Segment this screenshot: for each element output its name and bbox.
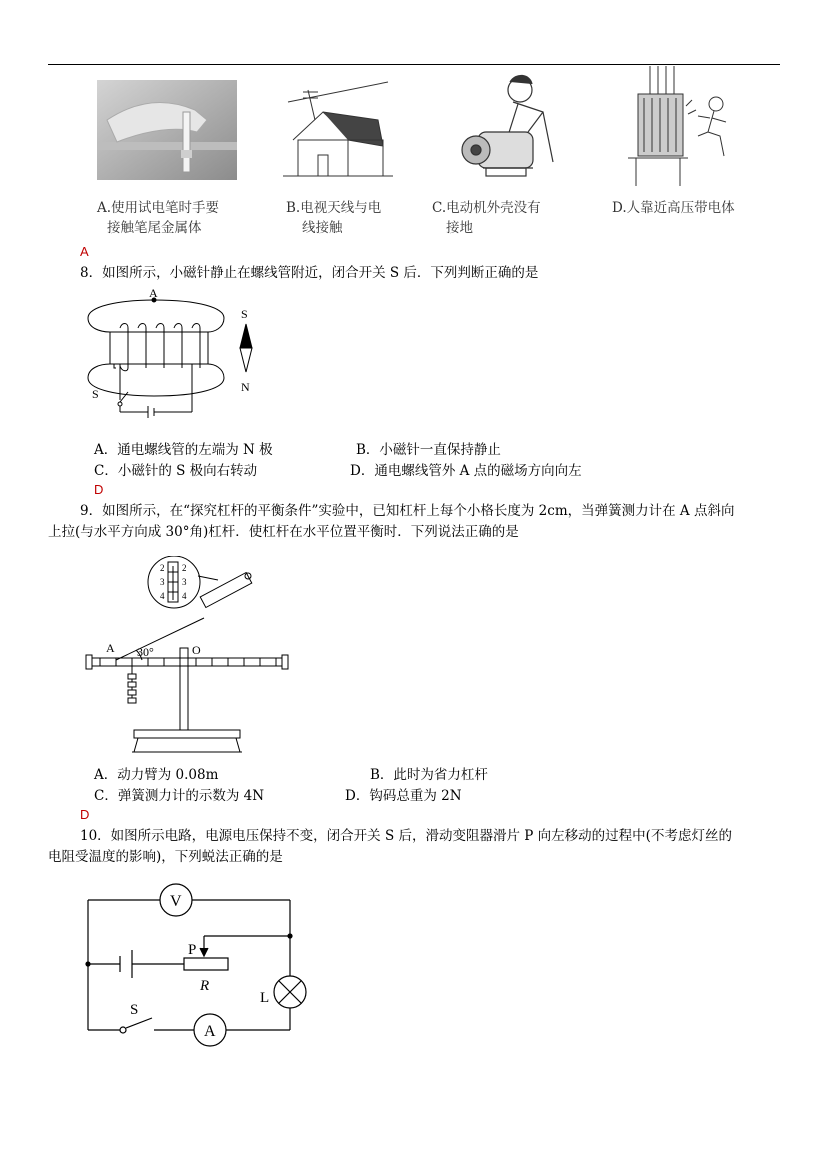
q7-caption-d: D.人靠近高压带电体 [612, 200, 735, 216]
q9-label-o: O [192, 643, 201, 657]
q7-image-b-antenna-house [283, 80, 393, 185]
q10-lamp-label-l: L [260, 990, 270, 1006]
q9-label-a: A [106, 641, 115, 655]
q10-resistor-label-r: R [200, 978, 210, 994]
q9-option-c: C．弹簧测力计的示数为 4N [94, 788, 265, 804]
q8-stem: 8．如图所示，小磁针静止在螺线管附近，闭合开关 S 后．下列判断正确的是 [80, 265, 539, 281]
q8-label-s-switch: S [92, 387, 99, 401]
q10-stem-line1: 10．如图所示电路，电源电压保持不变，闭合开关 S 后，滑动变阻器滑片 P 向左移动的过程中(不考虑灯丝的 [80, 828, 732, 844]
q7-caption-c: C.电动机外壳没有 接地 [432, 200, 541, 236]
svg-text:4: 4 [182, 591, 187, 601]
q10-figure-circuit [84, 880, 314, 1050]
q10-voltmeter-label: V [170, 893, 182, 910]
svg-text:4: 4 [160, 591, 165, 601]
q7-caption-b: B.电视天线与电 线接触 [286, 200, 382, 236]
q8-option-a: A．通电螺线管的左端为 N 极 [94, 442, 273, 458]
q9-label-angle: 30° [137, 645, 154, 659]
q7-image-d-high-voltage-person [628, 66, 743, 186]
header-rule [48, 64, 780, 65]
q8-answer: D [94, 482, 104, 497]
q7-image-c-motor-worker [458, 72, 568, 182]
q9-option-a: A．动力臂为 0.08m [94, 767, 219, 783]
q10-stem-line2: 电阻受温度的影响)，下列蜕法正确的是 [48, 849, 283, 865]
q8-label-needle-s: S [241, 307, 248, 321]
q8-option-d: D．通电螺线管外 A 点的磁场方向向左 [350, 463, 582, 479]
svg-text:3: 3 [182, 577, 187, 587]
q9-option-d: D．钩码总重为 2N [345, 788, 462, 804]
q9-option-b: B．此时为省力杠杆 [370, 767, 488, 783]
q9-stem-line1: 9．如图所示，在“探究杠杆的平衡条件”实验中，已知杠杆上每个小格长度为 2cm，当弹簧测力计在 A 点斜向 [80, 503, 735, 519]
q8-label-a: A [149, 288, 158, 300]
q8-option-b: B．小磁针一直保持静止 [356, 442, 501, 458]
q8-label-needle-n: N [241, 380, 250, 394]
q9-figure-lever [78, 556, 298, 756]
q7-caption-a: A.使用试电笔时手要 接触笔尾金属体 [97, 200, 220, 236]
svg-text:2: 2 [160, 563, 165, 573]
q10-switch-label-s: S [130, 1002, 139, 1018]
svg-text:3: 3 [160, 577, 165, 587]
q10-ammeter-label: A [204, 1023, 216, 1040]
q7-answer: A [80, 244, 89, 259]
q8-figure-solenoid [80, 288, 280, 428]
q8-option-c: C．小磁针的 S 极向右转动 [94, 463, 258, 479]
svg-text:2: 2 [182, 563, 187, 573]
q7-image-a-test-pen-photo [97, 80, 237, 180]
q9-answer: D [80, 807, 90, 822]
q9-stem-line2: 上拉(与水平方向成 30°角)杠杆．使杠杆在水平位置平衡时．下列说法正确的是 [48, 524, 519, 540]
q10-slider-label-p: P [188, 942, 197, 958]
